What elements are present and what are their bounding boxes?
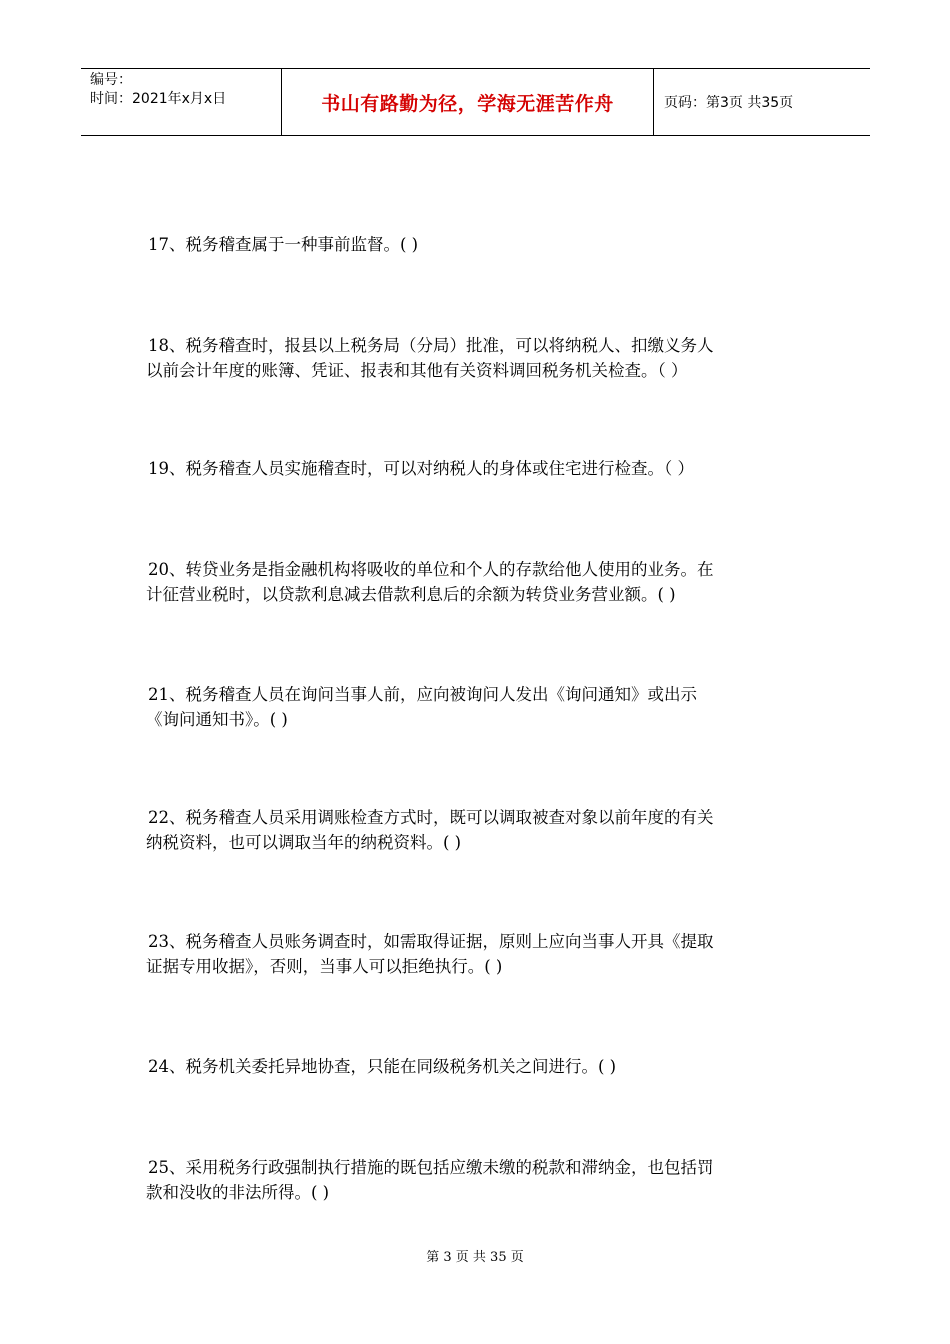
- header-meta: [81, 69, 282, 135]
- question-line: 25、采用税务行政强制执行措施的既包括应缴未缴的税款和滞纳金，也包括罚: [148, 1158, 714, 1177]
- question-22: [146, 805, 806, 855]
- question-line: 23、税务稽查人员账务调查时，如需取得证据，原则上应向当事人开具《提取: [148, 932, 714, 951]
- question-24: [146, 1054, 806, 1079]
- question-line-2: 以前会计年度的账簿、凭证、报表和其他有关资料调回税务机关检查。（ ）: [146, 361, 688, 380]
- question-line-2: 款和没收的非法所得。( ): [146, 1183, 330, 1202]
- header-page-info-cell: [654, 69, 870, 135]
- time-label: 时间：2021年x月x日: [90, 91, 227, 107]
- question-21: [146, 682, 806, 732]
- question-line: 20、转贷业务是指金融机构将吸收的单位和个人的存款给他人使用的业务。在: [148, 560, 714, 579]
- page-header: [81, 68, 870, 136]
- question-line: 21、税务稽查人员在询问当事人前，应向被询问人发出《询问通知》或出示: [148, 685, 697, 704]
- serial-label: 编号：: [90, 72, 132, 88]
- question-line: 18、税务稽查时，报县以上税务局（分局）批准，可以将纳税人、扣缴义务人: [148, 336, 714, 355]
- question-line-2: 《询问通知书》。( ): [146, 710, 288, 729]
- question-line-2: 计征营业税时，以贷款利息减去借款利息后的余额为转贷业务营业额。( ): [146, 585, 676, 604]
- question-17: [146, 232, 806, 257]
- header-motto-cell: [282, 69, 654, 135]
- question-23: [146, 929, 806, 979]
- page-footer: [0, 1246, 950, 1265]
- question-line-2: 纳税资料，也可以调取当年的纳税资料。( ): [146, 833, 462, 852]
- question-line: 24、税务机关委托异地协查，只能在同级税务机关之间进行。( ): [148, 1057, 617, 1076]
- header-page-info: 页码：第3页 共35页: [664, 95, 794, 111]
- question-line: 22、税务稽查人员采用调账检查方式时，既可以调取被查对象以前年度的有关: [148, 808, 714, 827]
- question-20: [146, 557, 806, 607]
- question-line: 19、税务稽查人员实施稽查时，可以对纳税人的身体或住宅进行检查。（ ）: [148, 459, 694, 478]
- question-line-2: 证据专用收据》，否则，当事人可以拒绝执行。( ): [146, 957, 503, 976]
- question-18: [146, 333, 806, 383]
- question-line: 17、税务稽查属于一种事前监督。( ): [148, 235, 419, 254]
- question-25: [146, 1155, 806, 1205]
- header-motto: 书山有路勤为径，学海无涯苦作舟: [321, 92, 614, 115]
- question-19: [146, 456, 806, 481]
- footer-page-number: 第 3 页 共 35 页: [426, 1250, 524, 1265]
